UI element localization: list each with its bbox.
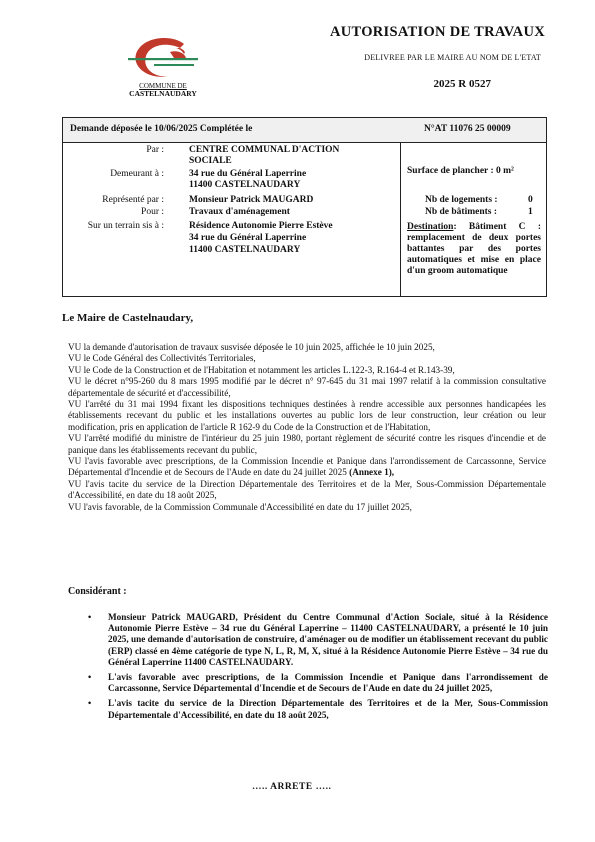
vu-item: VU l'arrêté modifié du ministre de l'intérieur du 25 juin 1980, portant règlement de sécurité contre les risques d'incendie et de panique dans les établissements recevant du public, xyxy=(68,433,546,455)
document-title: AUTORISATION DE TRAVAUX xyxy=(329,24,545,40)
vu-item: VU le Code Général des Collectivités Territoriales, xyxy=(68,353,256,364)
destination-text: : Bâtiment C : remplacement de deux portes battantes par des portes automatiques et mise en place d'un groom automatique xyxy=(407,222,541,276)
vu-item: VU l'avis favorable, de la Commission Communale d'Accessibilité en date du 17 juillet 2025, xyxy=(68,501,412,512)
terrain-value-3: 11400 CASTELNAUDARY xyxy=(189,245,301,255)
vu-item: VU le Code de la Construction et de l'Habitation et notamment les articles L.122-3, R.164-4 et R.143-39, xyxy=(68,364,455,375)
demeurant-value-2: 11400 CASTELNAUDARY xyxy=(189,180,301,190)
considerant-item: • L'avis tacite du service de la Direction Départementale des Territoires et de la Mer, Sous-Commission Départementale d'Accessibilité, en date du 18 août 2025, xyxy=(88,698,548,720)
document-subtitle: DELIVREE PAR LE MAIRE AU NOM DE L'ETAT xyxy=(364,53,541,62)
document-number: 2025 R 0527 xyxy=(433,78,491,90)
considerant-heading: Considérant : xyxy=(68,586,127,597)
pour-label: Pour : xyxy=(141,207,164,217)
demeurant-value-1: 34 rue du Général Laperrine xyxy=(189,169,307,179)
represente-value: Monsieur Patrick MAUGARD xyxy=(189,195,314,205)
logements-label: Nb de logements : xyxy=(425,195,498,205)
destination-label: Destination xyxy=(407,222,454,232)
represente-label: Représenté par : xyxy=(102,195,164,205)
considerant-list xyxy=(88,612,548,725)
maire-heading: Le Maire de Castelnaudary, xyxy=(62,312,194,324)
box-divider xyxy=(400,142,401,297)
destination xyxy=(407,222,541,277)
pour-value: Travaux d'aménagement xyxy=(189,207,290,217)
considerant-item: • Monsieur Patrick MAUGARD, Président du Centre Communal d'Action Sociale, situé à la Résidence Autonomie Pierre Estève – 34 rue du Général Laperrine – 11400 CASTELNAUDARY, a présenté le 10 juin 2025, une demande d'autorisation de construire, d'aménager ou de modifier un établissement recevant du public (ERP) classé en 4ème catégorie de type N, L, R, M, X, situé à la Résidence Autonomie Pierre Estève – 34 rue du Général Laperrine 11400 CASTELNAUDARY. xyxy=(88,612,548,668)
terrain-value-2: 34 rue du Général Laperrine xyxy=(189,233,307,243)
vu-item: VU la demande d'autorisation de travaux susvisée déposée le 10 juin 2025, affichée le 10 juin 2025, xyxy=(68,342,435,352)
terrain-value-1: Résidence Autonomie Pierre Estève xyxy=(189,221,333,231)
logements-value: 0 xyxy=(528,195,533,205)
logo-line-1: COMMUNE DE xyxy=(139,82,187,90)
surface-plancher: Surface de plancher : 0 m² xyxy=(407,166,514,176)
vu-item: VU l'avis tacite du service de la Direction Départementale des Territoires et de la Mer, Sous-Commission Départementale d'Accessibilité, en date du 18 août 2025, xyxy=(68,478,546,501)
par-value-2: SOCIALE xyxy=(189,156,232,166)
logo-text xyxy=(118,82,208,98)
vu-item: VU l'avis favorable avec prescriptions, de la Commission Incendie et Panique dans l'arrondissement de Carcassonne, Service Départemental d'Incendie et de Secours de l'Aude en date du 24 juillet 2025 (Annexe 1), xyxy=(68,456,546,478)
par-value-1: CENTRE COMMUNAL D'ACTION xyxy=(189,145,340,155)
vu-list xyxy=(68,342,546,513)
considerant-item: • L'avis favorable avec prescriptions, de la Commission Incendie et Panique dans l'arrondissement de Carcassonne, Service Départemental d'Incendie et de Secours de l'Aude en date du 24 juillet 2025, xyxy=(88,672,548,694)
na-number: N°AT 11076 25 00009 xyxy=(424,124,511,134)
vu-item: VU l'arrêté du 31 mai 1994 fixant les dispositions techniques destinées à rendre accessible aux personnes handicapées les établissements recevant du public et les installations ouvertes au public lors de leur construction, leur création ou leur modification, pris en application de l'article R 162-9 du Code de la Construction et de l'Habitation, xyxy=(68,399,546,432)
arrete-heading: ….. ARRETE ….. xyxy=(252,782,332,792)
vu-item: VU le décret n°95-260 du 8 mars 1995 modifié par le décret n° 97-645 du 31 mai 1997 relatif à la commission consultative départementale de sécurité et d'accessibilité, xyxy=(68,376,546,398)
batiments-label: Nb de bâtiments : xyxy=(425,207,498,217)
demande-text: Demande déposée le 10/06/2025 Complétée le xyxy=(70,124,253,134)
par-label: Par : xyxy=(146,145,164,155)
logo-line-2: CASTELNAUDARY xyxy=(129,89,197,98)
annexe-reference: (Annexe 1), xyxy=(349,467,395,478)
terrain-label: Sur un terrain sis à : xyxy=(87,221,164,231)
batiments-value: 1 xyxy=(528,207,533,217)
demeurant-label: Demeurant à : xyxy=(110,169,164,179)
